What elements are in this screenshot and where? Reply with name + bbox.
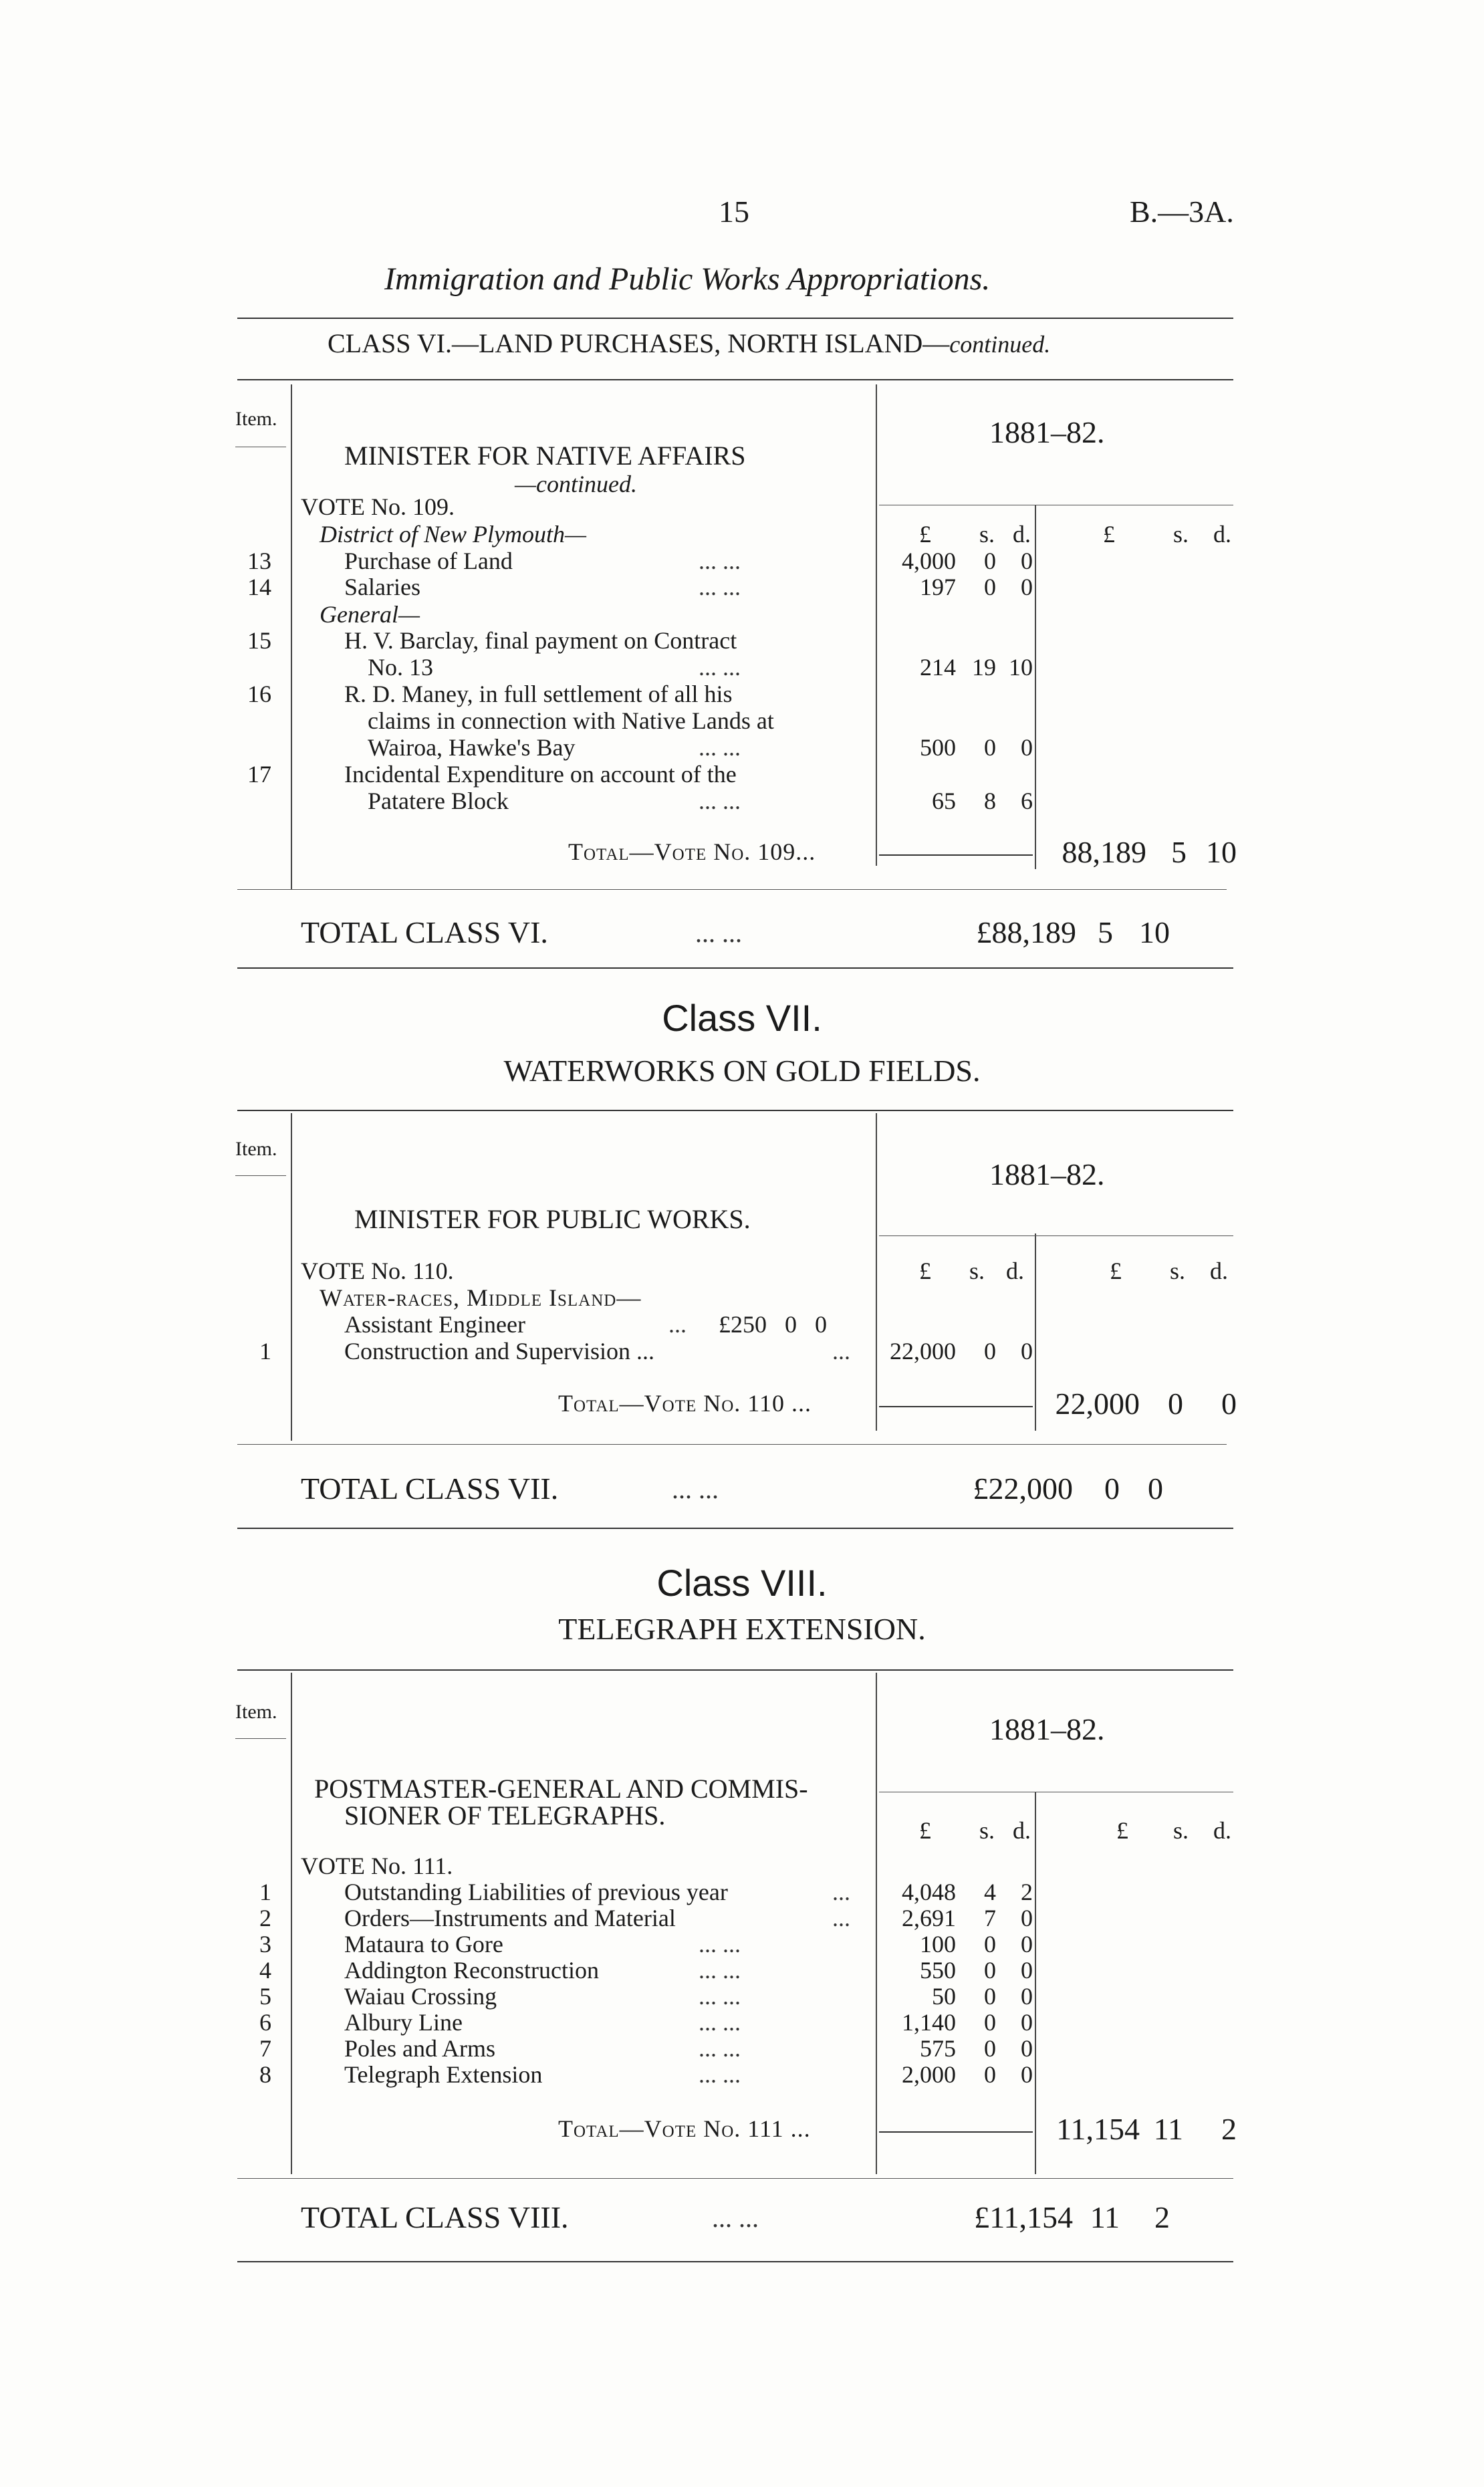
page-number: 15 [719,195,749,229]
rule [879,854,1033,856]
rule [237,2261,1233,2262]
item-description: Assistant Engineer [344,1311,525,1338]
vote-number: VOTE No. 109. [301,493,455,520]
amount-shillings: 4 [984,1879,996,1905]
item-description: Outstanding Liabilities of previous year [344,1879,728,1905]
amount-shillings: 0 [984,2035,996,2062]
class-total-label: TOTAL CLASS VIII. [301,2200,569,2234]
amount-shillings: 0 [984,574,996,600]
unit-pence: d. [1213,1817,1231,1844]
vote-total-shillings: 5 [1171,835,1187,869]
amount-pence: 2 [1021,1879,1033,1905]
unit-pence: d. [1006,1258,1024,1284]
unit-pence: d. [1210,1258,1228,1284]
item-number: 5 [259,1983,271,2010]
item-description: Albury Line [344,2009,463,2036]
item-description: Purchase of Land [344,548,513,574]
vote-total-pounds: 88,189 [1062,835,1146,869]
unit-pounds: £ [919,521,931,548]
amount-shillings: 0 [984,1931,996,1958]
class-total-shillings: 11 [1090,2200,1120,2234]
leader-dots: ... [832,1338,850,1365]
item-description: No. 13 [368,654,433,681]
document-reference: B.—3A. [1130,195,1234,229]
vote-total-shillings: 0 [1168,1387,1183,1421]
unit-pounds: £ [1103,521,1115,548]
column-divider [1035,505,1036,869]
amount-shillings: 19 [972,654,996,681]
year-header: 1881–82. [989,415,1105,449]
leader-dots: ... ... [712,2203,759,2233]
item-description: claims in connection with Native Lands at [368,707,774,734]
amount-shillings: 0 [984,2061,996,2088]
rule [235,1738,286,1739]
item-description: Mataura to Gore [344,1931,503,1958]
amount-pounds: 100 [920,1931,956,1958]
vote-number: VOTE No. 111. [301,1853,453,1879]
leader-dots: ... ... [699,788,741,814]
column-divider [291,1113,292,1441]
rule [237,1444,1227,1445]
amount-pence: 0 [1021,2061,1033,2088]
column-divider [1035,1233,1036,1431]
amount-shillings: 0 [984,1338,996,1365]
subhead: Water-races, Middle Island— [320,1284,642,1311]
item-description: Construction and Supervision ... [344,1338,654,1365]
amount-pence: 0 [1021,2035,1033,2062]
leader-dots: ... ... [699,1957,741,1984]
item-description: Patatere Block [368,788,509,814]
item-description: R. D. Maney, in full settlement of all his [344,681,733,707]
amount-pence: 0 [1021,1957,1033,1984]
leader-dots: ... ... [699,654,741,681]
item-number: 1 [259,1338,271,1365]
item-number: 4 [259,1957,271,1984]
page-title: Immigration and Public Works Appropriations. [384,261,991,297]
vote-total-label: Total—Vote No. 111 ... [558,2115,811,2142]
amount-pence: 0 [1021,734,1033,761]
item-description: Telegraph Extension [344,2061,543,2088]
amount-pounds: 550 [920,1957,956,1984]
unit-shillings: s. [1173,521,1189,548]
amount-pounds: 1,140 [902,2009,956,2036]
amount-shillings: 8 [984,788,996,814]
amount-shillings: 7 [984,1905,996,1931]
unit-pence: d. [1013,1817,1031,1844]
amount-pounds: 50 [932,1983,956,2010]
year-header: 1881–82. [989,1712,1105,1746]
leader-dots: ... ... [699,548,741,574]
vote-total-label: Total—Vote No. 110 ... [558,1390,812,1417]
unit-shillings: s. [1173,1817,1189,1844]
vote-total-pounds: 22,000 [1055,1387,1140,1421]
unit-pounds: £ [1110,1258,1122,1284]
district-heading: District of New Plymouth— [320,521,586,548]
amount-shillings: 0 [984,1983,996,2010]
class-total-pence: 0 [1148,1471,1163,1506]
vote-total-pence: 0 [1221,1387,1237,1421]
item-description: Orders—Instruments and Material [344,1905,676,1931]
column-divider [291,1673,292,2174]
rule [237,2178,1233,2179]
class-total-pence: 2 [1154,2200,1170,2234]
leader-dots: ... [668,1311,687,1338]
minister-heading: SIONER OF TELEGRAPHS. [344,1800,666,1830]
unit-pence: d. [1013,521,1031,548]
item-description: Incidental Expenditure on account of the [344,761,737,788]
item-number: 2 [259,1905,271,1931]
item-number: 1 [259,1879,271,1905]
item-number: 8 [259,2061,271,2088]
item-column-header: Item. [235,1701,277,1723]
amount-pence: 0 [1021,1931,1033,1958]
unit-shillings: s. [979,1817,995,1844]
rule [237,318,1233,319]
amount-pence: 10 [1009,654,1033,681]
vote-number: VOTE No. 110. [301,1258,454,1284]
rule [235,1175,286,1176]
amount-pence: 6 [1021,788,1033,814]
item-description: Wairoa, Hawke's Bay [368,734,576,761]
item-number: 15 [247,627,271,654]
class6-heading-continued: continued. [949,331,1051,358]
leader-dots: ... [832,1879,850,1905]
rule [237,1528,1233,1529]
item-column-header: Item. [235,1138,277,1160]
sub-amount: £250 0 0 [719,1311,827,1338]
unit-shillings: s. [969,1258,985,1284]
leader-dots: ... ... [699,2035,741,2062]
amount-shillings: 0 [984,2009,996,2036]
amount-pounds: 4,048 [902,1879,956,1905]
item-number: 3 [259,1931,271,1958]
class-total-label: TOTAL CLASS VI. [301,915,548,949]
minister-heading: MINISTER FOR NATIVE AFFAIRS [344,441,746,471]
rule [237,967,1233,969]
column-divider [876,1113,877,1431]
amount-pounds: 2,691 [902,1905,956,1931]
amount-pounds: 214 [920,654,956,681]
item-column-header: Item. [235,408,277,430]
item-description: Waiau Crossing [344,1983,497,2010]
amount-pence: 0 [1021,548,1033,574]
amount-shillings: 0 [984,734,996,761]
class7-subtitle: WATERWORKS ON GOLD FIELDS. [503,1054,981,1088]
item-number: 6 [259,2009,271,2036]
class8-subtitle: TELEGRAPH EXTENSION. [558,1612,926,1646]
item-description: Salaries [344,574,420,600]
leader-dots: ... ... [699,2009,741,2036]
minister-heading: MINISTER FOR PUBLIC WORKS. [354,1204,751,1234]
amount-pounds: 4,000 [902,548,956,574]
class-total-pounds: £11,154 [974,2200,1073,2234]
rule [237,1669,1233,1671]
amount-pounds: 197 [920,574,956,600]
rule [879,1235,1233,1236]
amount-pounds: 2,000 [902,2061,956,2088]
item-description: Poles and Arms [344,2035,496,2062]
year-header: 1881–82. [989,1157,1105,1191]
minister-heading: POSTMASTER-GENERAL AND COMMIS- [314,1774,808,1804]
unit-shillings: s. [979,521,995,548]
class-total-shillings: 0 [1104,1471,1120,1506]
amount-shillings: 0 [984,1957,996,1984]
leader-dots: ... ... [672,1474,719,1504]
leader-dots: ... ... [699,1983,741,2010]
unit-shillings: s. [1170,1258,1186,1284]
item-description: Addington Reconstruction [344,1957,599,1984]
unit-pounds: £ [1116,1817,1128,1844]
item-description: H. V. Barclay, final payment on Contract [344,627,737,654]
class-total-pounds: £88,189 [976,915,1076,949]
vote-total-label: Total—Vote No. 109... [568,838,816,865]
rule [237,889,1227,890]
leader-dots: ... ... [699,574,741,600]
amount-pounds: 22,000 [890,1338,956,1365]
rule [879,1406,1033,1407]
vote-total-pence: 10 [1206,835,1237,869]
leader-dots: ... [832,1905,850,1931]
class7-title: Class VII. [662,997,822,1039]
column-divider [291,384,292,889]
unit-pounds: £ [919,1817,931,1844]
rule [237,1110,1233,1111]
class-total-shillings: 5 [1098,915,1113,949]
class6-heading-text: CLASS VI.—LAND PURCHASES, NORTH ISLAND— [328,328,950,358]
unit-pence: d. [1213,521,1231,548]
class-total-label: TOTAL CLASS VII. [301,1471,559,1506]
unit-pounds: £ [919,1258,931,1284]
leader-dots: ... ... [695,918,742,948]
minister-continued: —continued. [515,471,637,497]
amount-pence: 0 [1021,2009,1033,2036]
amount-pence: 0 [1021,574,1033,600]
general-heading: General— [320,601,420,628]
class-total-pence: 10 [1139,915,1170,949]
amount-pence: 0 [1021,1338,1033,1365]
column-divider [1035,1792,1036,2174]
amount-pounds: 65 [932,788,956,814]
leader-dots: ... ... [699,2061,741,2088]
class6-heading [328,328,1050,359]
vote-total-pence: 2 [1221,2112,1237,2146]
item-number: 16 [247,681,271,707]
leader-dots: ... ... [699,1931,741,1958]
amount-pence: 0 [1021,1983,1033,2010]
class8-title: Class VIII. [656,1562,828,1604]
amount-pence: 0 [1021,1905,1033,1931]
class-total-pounds: £22,000 [973,1471,1073,1506]
item-number: 13 [247,548,271,574]
item-number: 14 [247,574,271,600]
rule [879,2131,1033,2133]
rule [237,379,1233,380]
amount-pounds: 575 [920,2035,956,2062]
vote-total-pounds: 11,154 [1056,2112,1140,2146]
vote-total-shillings: 11 [1153,2112,1183,2146]
item-number: 7 [259,2035,271,2062]
item-number: 17 [247,761,271,788]
amount-shillings: 0 [984,548,996,574]
leader-dots: ... ... [699,734,741,761]
amount-pounds: 500 [920,734,956,761]
